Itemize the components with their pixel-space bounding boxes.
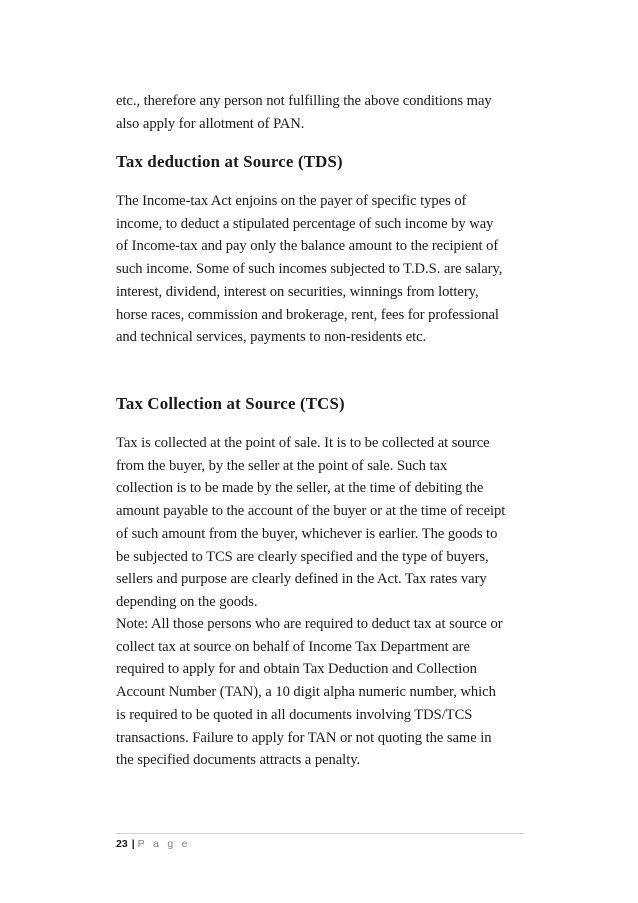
page-label: P a g e bbox=[137, 838, 191, 850]
section-heading-tcs: Tax Collection at Source (TCS) bbox=[116, 394, 345, 413]
tcs-paragraph: Tax is collected at the point of sale. It is to be collected at source from the buyer, by the seller at the point of sale. Such tax collection is to be made by the seller, at the time of debiting the amount payable to the account of the buyer or at the time of receipt of such amount from the buyer, whichever is earlier. The goods to be subjected to TCS are clearly specified and the type of buyers, sellers and purpose are clearly defined in the Act. Tax rates vary depending on the goods. bbox=[116, 435, 506, 610]
note-paragraph: Note: All those persons who are required to deduct tax at source or collect tax at source on behalf of Income Tax Department are required to apply for and obtain Tax Deduction and Collection Account Number (TAN), a 10 digit alpha numeric number, which is required to be quoted in all documents involving TDS/TCS transactions. Failure to apply for TAN or not quoting the same in the specified documents attracts a penalty. bbox=[116, 616, 503, 769]
tds-paragraph: The Income-tax Act enjoins on the payer of specific types of income, to deduct a stipulated percentage of such income by way of Income-tax and pay only the balance amount to the recipient of such income. Some of such incomes subjected to T.D.S. are salary, interest, dividend, interest on securities, winnings from lottery, horse races, commission and brokerage, rent, fees for professional and technical services, payments to non-residents etc. bbox=[116, 193, 503, 346]
footer-separator: | bbox=[131, 838, 135, 850]
page-number: 23 bbox=[116, 838, 128, 850]
footer-divider bbox=[116, 833, 524, 834]
intro-paragraph: etc., therefore any person not fulfilling the above conditions may also apply for allotment of PAN. bbox=[116, 93, 492, 132]
section-heading-tds: Tax deduction at Source (TDS) bbox=[116, 152, 343, 171]
page-footer bbox=[116, 837, 190, 851]
